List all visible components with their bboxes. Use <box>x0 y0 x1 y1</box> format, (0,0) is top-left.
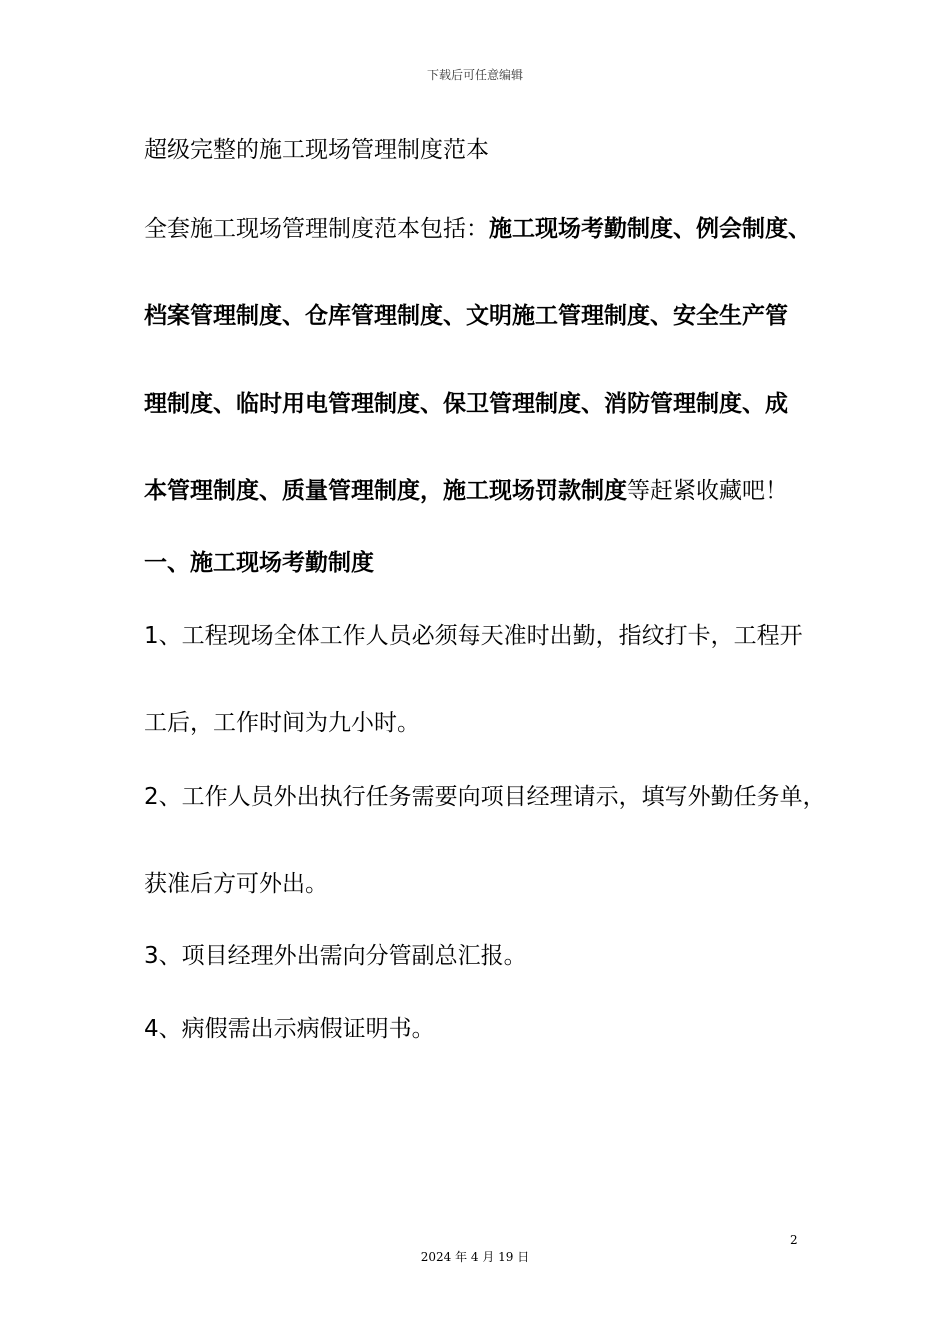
document-title: 超级完整的施工现场管理制度范本 <box>144 137 489 163</box>
list-item-3: 3、项目经理外出需向分管副总汇报。 <box>144 943 527 969</box>
intro-bold-text: 本管理制度、质量管理制度，施工现场罚款制度 <box>144 478 627 504</box>
list-item-2-line-2: 获准后方可外出。 <box>144 871 328 897</box>
intro-line-4 <box>144 476 788 506</box>
page-number: 2 <box>790 1233 798 1247</box>
page-header: 下载后可任意编辑 <box>426 68 523 82</box>
footer-date: 2024 年 4 月 19 日 <box>420 1250 530 1264</box>
intro-plain-text: 全套施工现场管理制度范本包括： <box>144 216 489 242</box>
intro-line-1 <box>144 214 811 244</box>
intro-bold-text: 施工现场考勤制度、例会制度、 <box>489 216 811 242</box>
section-heading: 一、施工现场考勤制度 <box>144 550 374 576</box>
intro-plain-text: 等赶紧收藏吧！ <box>627 478 788 504</box>
list-item-2-line-1: 2、工作人员外出执行任务需要向项目经理请示，填写外勤任务单， <box>144 784 826 810</box>
list-item-4: 4、病假需出示病假证明书。 <box>144 1016 435 1042</box>
intro-line-2: 档案管理制度、仓库管理制度、文明施工管理制度、安全生产管 <box>144 303 788 329</box>
intro-line-3: 理制度、临时用电管理制度、保卫管理制度、消防管理制度、成 <box>144 391 788 417</box>
list-item-1-line-2: 工后，工作时间为九小时。 <box>144 710 420 736</box>
list-item-1-line-1: 1、工程现场全体工作人员必须每天准时出勤，指纹打卡，工程开 <box>144 623 803 649</box>
